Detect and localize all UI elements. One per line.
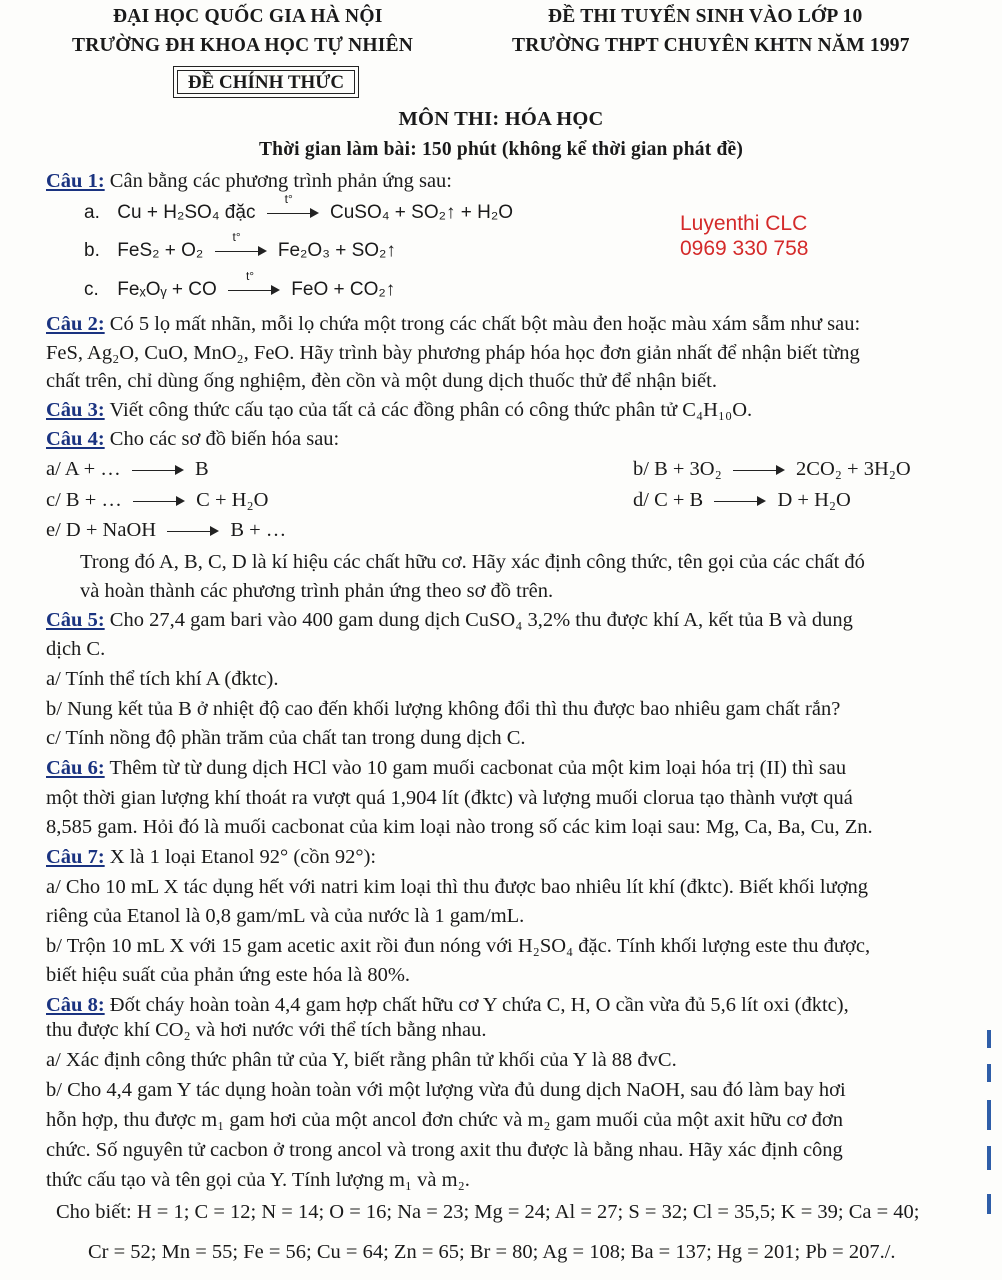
question-8-b-line-3: chức. Số nguyên tử cacbon ở trong ancol và trong axit thu được là bằng nhau. Hãy xác định công (46, 1139, 843, 1161)
scheme-e-left: e/ D + NaOH (46, 519, 157, 541)
question-3 (46, 396, 752, 424)
equation-1c-left: FeₓOᵧ + CO (117, 279, 217, 300)
scheme-c-left: c/ B + … (46, 489, 122, 511)
scheme-a-right: B (195, 458, 209, 480)
exam-title: ĐỀ THI TUYỂN SINH VÀO LỚP 10 (548, 6, 863, 27)
question-2-label: Câu 2: (46, 313, 105, 335)
reaction-arrow (215, 229, 267, 258)
question-5-text: Cho 27,4 gam bari vào 400 gam dung dịch CuSO₄ 3,2% thu được khí A, kết tủa B và dung (109, 609, 853, 631)
question-7 (46, 843, 376, 871)
question-7-a-line-2: riêng của Etanol là 0,8 gam/mL và của nước là 1 gam/mL. (46, 905, 525, 927)
question-5-a: a/ Tính thể tích khí A (đktc). (46, 668, 279, 690)
reaction-arrow (714, 494, 766, 508)
question-1-text: Cân bằng các phương trình phản ứng sau: (109, 170, 452, 192)
equation-1a-right: CuSO₄ + SO₂↑ + H₂O (330, 202, 514, 223)
equation-1b-left: FeS₂ + O₂ (117, 240, 204, 261)
margin-mark (987, 1100, 991, 1130)
scheme-d-right: D + H₂O (777, 489, 851, 511)
atomic-masses-line-2: Cr = 52; Mn = 55; Fe = 56; Cu = 64; Zn = 65; Br = 80; Ag = 108; Ba = 137; Hg = 201; Pb = 207./. (88, 1241, 896, 1263)
reaction-arrow (167, 524, 219, 538)
question-4-note-2: và hoàn thành các phương trình phản ứng theo sơ đồ trên. (80, 580, 554, 602)
question-4 (46, 425, 339, 453)
scheme-b (633, 455, 911, 483)
question-2-text: Có 5 lọ mất nhãn, mỗi lọ chứa một trong các chất bột màu đen hoặc màu xám sẫm như sau: (109, 313, 861, 335)
question-6-line-2: một thời gian lượng khí thoát ra vượt quá 1,904 lít (đktc) và lượng muối clorua tạo thành vượt quá (46, 787, 853, 809)
reaction-arrow (133, 494, 185, 508)
question-6-line-1 (46, 754, 846, 782)
question-8-b-line-2: hỗn hợp, thu được m₁ gam hơi của một ancol đơn chức và m₂ gam muối của một axit hữu cơ đơn (46, 1109, 843, 1131)
scheme-a-left: a/ A + … (46, 458, 121, 480)
margin-mark (987, 1064, 991, 1082)
question-5-b: b/ Nung kết tủa B ở nhiệt độ cao đến khối lượng không đổi thì thu được bao nhiêu gam chất rắn? (46, 698, 841, 720)
question-7-a-line-1: a/ Cho 10 mL X tác dụng hết với natri kim loại thì thu được bao nhiêu lít khí (đktc). Biết khối lượng (46, 876, 869, 898)
reaction-arrow (733, 463, 785, 477)
scheme-d-left: d/ C + B (633, 489, 704, 511)
equation-1a (84, 191, 514, 224)
question-7-b-line-1: b/ Trộn 10 mL X với 15 gam acetic axit rồi đun nóng với H₂SO₄ đặc. Tính khối lượng este thu được, (46, 935, 871, 957)
question-3-text: Viết công thức cấu tạo của tất cả các đồng phân có công thức phân tử C₄H₁₀O. (109, 399, 753, 421)
equation-1c-label: c. (84, 279, 99, 300)
question-2-line-2: FeS, Ag₂O, CuO, MnO₂, FeO. Hãy trình bày phương pháp hóa học đơn giản nhất để nhận biết từng (46, 342, 860, 364)
reaction-arrow (228, 268, 280, 297)
question-4-label: Câu 4: (46, 428, 105, 450)
question-6-text: Thêm từ từ dung dịch HCl vào 10 gam muối cacbonat của một kim loại hóa trị (II) thì sau (109, 757, 847, 779)
question-5-line-1 (46, 606, 853, 634)
school-name: TRƯỜNG ĐH KHOA HỌC TỰ NHIÊN (72, 35, 414, 56)
time-note: Thời gian làm bài: 150 phút (không kể thời gian phát đề) (258, 139, 744, 160)
question-8-b-line-1: b/ Cho 4,4 gam Y tác dụng hoàn toàn với một lượng vừa đủ dung dịch NaOH, sau đó làm bay hơi (46, 1079, 846, 1101)
question-1 (46, 167, 452, 195)
exam-school: TRƯỜNG THPT CHUYÊN KHTN NĂM 1997 (512, 35, 910, 56)
question-7-label: Câu 7: (46, 846, 105, 868)
question-4-text: Cho các sơ đồ biến hóa sau: (109, 428, 340, 450)
question-3-label: Câu 3: (46, 399, 105, 421)
question-7-b-line-2: biết hiệu suất của phản ứng este hóa là 80%. (46, 964, 411, 986)
question-4-note-1: Trong đó A, B, C, D là kí hiệu các chất hữu cơ. Hãy xác định công thức, tên gọi của các chất đó (80, 551, 865, 573)
question-5-label: Câu 5: (46, 609, 105, 631)
heat-condition: t° (232, 229, 241, 244)
question-7-text: X là 1 loại Etanol 92° (cồn 92°): (109, 846, 377, 868)
official-stamp (173, 66, 359, 98)
equation-1b-right: Fe₂O₃ + SO₂↑ (277, 240, 396, 261)
question-1-label: Câu 1: (46, 170, 105, 192)
scheme-d (633, 486, 851, 514)
margin-mark (987, 1194, 991, 1214)
scheme-c-right: C + H₂O (196, 489, 269, 511)
question-6-line-3: 8,585 gam. Hỏi đó là muối cacbonat của kim loại nào trong số các kim loại sau: Mg, Ca, Ba, Cu, Zn. (46, 816, 873, 838)
subject-title: MÔN THI: HÓA HỌC (398, 108, 604, 130)
reaction-arrow (132, 463, 184, 477)
margin-mark (987, 1030, 991, 1048)
university-name: ĐẠI HỌC QUỐC GIA HÀ NỘI (113, 6, 383, 27)
equation-1c-right: FeO + CO₂↑ (291, 279, 396, 300)
equation-1b-label: b. (84, 240, 100, 261)
question-8-label: Câu 8: (46, 994, 105, 1016)
watermark-name: Luyenthi CLC (680, 212, 808, 235)
question-8-line-1 (46, 991, 849, 1019)
question-8-a: a/ Xác định công thức phân tử của Y, biết rằng phân tử khối của Y là 88 đvC. (46, 1049, 677, 1071)
question-2-line-3: chất trên, chỉ dùng ống nghiệm, đèn cồn và một dung dịch thuốc thử để nhận biết. (46, 370, 717, 392)
scheme-e (46, 516, 286, 544)
equation-1b (84, 229, 396, 262)
reaction-arrow (267, 191, 319, 220)
atomic-masses-line-1: Cho biết: H = 1; C = 12; N = 14; O = 16; Na = 23; Mg = 24; Al = 27; S = 32; Cl = 35,5; K = 39; Ca = 40; (56, 1201, 920, 1223)
scheme-b-left: b/ B + 3O₂ (633, 458, 722, 480)
question-5-line-2: dịch C. (46, 638, 106, 660)
question-8-line-2: thu được khí CO₂ và hơi nước với thể tích bằng nhau. (46, 1019, 487, 1041)
margin-mark (987, 1146, 991, 1170)
question-8-b-line-4: thức cấu tạo và tên gọi của Y. Tính lượng m₁ và m₂. (46, 1169, 470, 1191)
watermark-phone: 0969 330 758 (680, 237, 809, 260)
scheme-a (46, 455, 209, 483)
equation-1a-left: Cu + H₂SO₄ đặc (117, 202, 256, 223)
official-stamp-label: ĐỀ CHÍNH THỨC (177, 70, 355, 94)
question-5-c: c/ Tính nồng độ phần trăm của chất tan trong dung dịch C. (46, 727, 526, 749)
heat-condition: t° (245, 268, 255, 283)
heat-condition: t° (284, 191, 293, 206)
question-6-label: Câu 6: (46, 757, 105, 779)
scheme-c (46, 486, 268, 514)
scheme-b-right: 2CO₂ + 3H₂O (796, 458, 911, 480)
question-8-text: Đốt cháy hoàn toàn 4,4 gam hợp chất hữu cơ Y chứa C, H, O cần vừa đủ 5,6 lít oxi (đktc), (109, 994, 849, 1016)
equation-1c (84, 268, 396, 301)
equation-1a-label: a. (84, 202, 100, 223)
scheme-e-right: B + … (230, 519, 287, 541)
question-2-line-1 (46, 310, 860, 338)
